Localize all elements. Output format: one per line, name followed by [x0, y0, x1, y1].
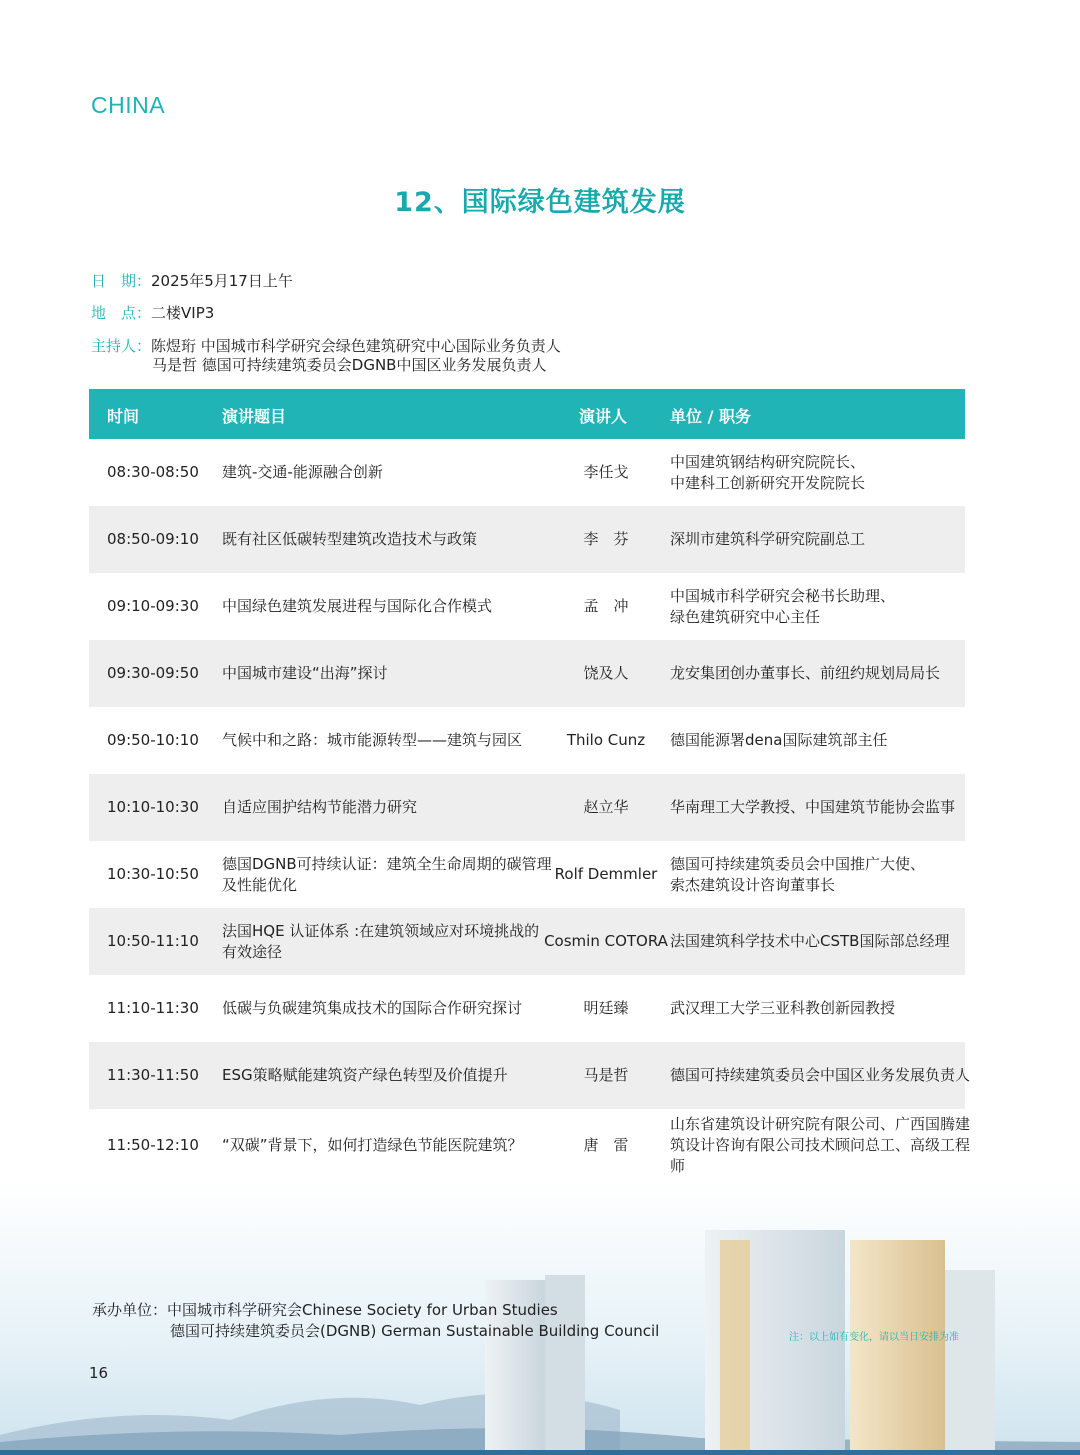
cell-time: 09:10-09:30: [107, 597, 199, 615]
cell-org: 深圳市建筑科学研究院副总工: [670, 530, 866, 548]
cell-topic: 中国城市建设“出海”探讨: [222, 664, 388, 682]
cell-time: 10:50-11:10: [107, 932, 199, 950]
cell-speaker: Thilo Cunz: [566, 731, 646, 749]
organizer-line2: 德国可持续建筑委员会(DGNB) German Sustainable Building Council: [170, 1322, 660, 1340]
cell-org: 武汉理工大学三亚科教创新园教授: [670, 999, 896, 1017]
cell-time: 10:10-10:30: [107, 798, 199, 816]
cell-speaker: 唐 雷: [583, 1135, 629, 1154]
date-label: 日 期：: [91, 272, 152, 290]
cell-speaker: 李 芬: [583, 530, 629, 548]
schedule-table: [89, 389, 971, 1181]
table-row: [89, 841, 965, 908]
cell-topic: ESG策略赋能建筑资产绿色转型及价值提升: [222, 1066, 508, 1084]
cell-time: 08:50-09:10: [107, 530, 199, 548]
info-place: [91, 303, 214, 323]
host2-value: 马是哲 德国可持续建筑委员会DGNB中国区业务发展负责人: [152, 356, 547, 374]
cell-speaker: 明廷臻: [583, 999, 629, 1017]
table-row: [89, 908, 965, 975]
cell-speaker: Rolf Demmler: [554, 865, 658, 883]
info-date: [91, 271, 293, 291]
cell-org: 山东省建筑设计研究院有限公司、广西国腾建筑设计咨询有限公司技术顾问总工、高级工程师: [670, 1114, 971, 1175]
table-row: [89, 1109, 971, 1181]
cell-topic: 法国HQE 认证体系 :在建筑领域应对环境挑战的有效途径: [222, 921, 540, 961]
cell-time: 09:30-09:50: [107, 664, 199, 682]
place-value: 二楼VIP3: [151, 304, 215, 322]
page-title: 12、国际绿色建筑发展: [394, 187, 686, 218]
cell-topic: 既有社区低碳转型建筑改造技术与政策: [222, 530, 478, 548]
table-row: [89, 774, 965, 841]
organizer-block: [92, 1300, 659, 1342]
cell-speaker: Cosmin COTORA: [544, 932, 668, 950]
cell-topic: 德国DGNB可持续认证：建筑全生命周期的碳管理及性能优化: [222, 854, 552, 894]
table-row: [89, 640, 965, 707]
cell-org: 德国可持续建筑委员会中国区业务发展负责人: [670, 1066, 971, 1084]
host-label: 主持人：: [91, 337, 152, 355]
cell-org: 德国能源署dena国际建筑部主任: [670, 731, 888, 749]
cell-org: 龙安集团创办董事长、前纽约规划局局长: [670, 664, 941, 682]
cell-topic: 自适应围护结构节能潜力研究: [222, 798, 418, 816]
cell-time: 10:30-10:50: [107, 865, 199, 883]
cell-time: 11:10-11:30: [107, 999, 199, 1017]
table-row: [89, 573, 965, 640]
header-time: 时间: [107, 407, 140, 426]
cell-topic: 低碳与负碳建筑集成技术的国际合作研究探讨: [222, 999, 523, 1017]
table-row: [89, 439, 965, 506]
cell-topic: 中国绿色建筑发展进程与国际化合作模式: [222, 597, 493, 615]
date-value: 2025年5月17日上午: [151, 272, 293, 290]
header-speaker: 演讲人: [579, 407, 628, 426]
info-host: [91, 336, 561, 356]
header-org: 单位 / 职务: [670, 407, 751, 426]
table-row: [89, 707, 965, 774]
cell-speaker: 李任戈: [583, 463, 629, 481]
cell-time: 11:50-12:10: [107, 1135, 199, 1154]
cell-org: 中国建筑钢结构研究院院长、 中建科工创新研究开发院院长: [670, 452, 866, 492]
cell-speaker: 赵立华: [583, 798, 629, 816]
cell-org: 华南理工大学教授、中国建筑节能协会监事: [670, 798, 956, 816]
table-header: [89, 389, 965, 439]
cell-time: 09:50-10:10: [107, 731, 199, 749]
cell-time: 11:30-11:50: [107, 1066, 199, 1084]
place-label: 地 点：: [91, 304, 152, 322]
cell-topic: 气候中和之路：城市能源转型——建筑与园区: [222, 731, 523, 749]
cell-topic: 建筑-交通-能源融合创新: [222, 463, 383, 481]
cell-speaker: 马是哲: [583, 1066, 629, 1084]
cell-org: 法国建筑科学技术中心CSTB国际部总经理: [670, 932, 950, 950]
table-row: [89, 506, 965, 573]
table-row: [89, 975, 965, 1042]
footer-note: 注：以上如有变化，请以当日安排为准: [789, 1332, 959, 1343]
table-row: [89, 1042, 971, 1109]
organizer-line1: 承办单位：中国城市科学研究会Chinese Society for Urban Studies: [92, 1301, 558, 1319]
cell-org: 德国可持续建筑委员会中国推广大使、 索杰建筑设计咨询董事长: [670, 854, 926, 894]
cell-time: 08:30-08:50: [107, 463, 199, 481]
host1-value: 陈煜珩 中国城市科学研究会绿色建筑研究中心国际业务负责人: [151, 337, 561, 355]
cell-speaker: 孟 冲: [583, 597, 629, 615]
cell-speaker: 饶及人: [583, 664, 629, 682]
brand-label: CHINA: [91, 92, 166, 118]
cell-org: 中国城市科学研究会秘书长助理、 绿色建筑研究中心主任: [670, 586, 896, 626]
header-topic: 演讲题目: [222, 407, 287, 426]
table-body: [89, 439, 971, 1181]
cell-topic: “双碳”背景下，如何打造绿色节能医院建筑？: [222, 1135, 523, 1154]
page-number: 16: [89, 1364, 109, 1382]
